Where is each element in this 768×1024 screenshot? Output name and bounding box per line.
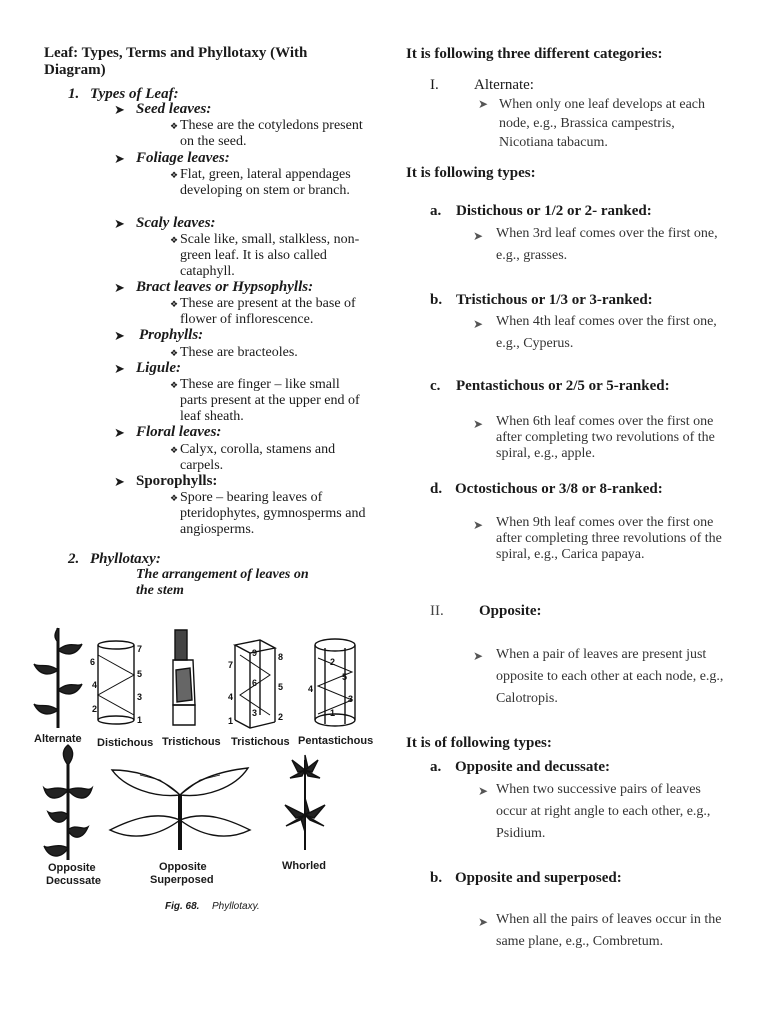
- arrow-bullet-icon: ➤: [114, 103, 125, 118]
- figure-label-distichous: Distichous: [97, 737, 154, 749]
- arrow-bullet-icon: ➤: [114, 475, 125, 490]
- leaf-type-label: Bract leaves or Hypsophylls:: [136, 279, 314, 295]
- arrow-bullet-icon: ➤: [478, 915, 489, 929]
- figure-number: 1: [330, 708, 336, 718]
- figure-number: 5: [137, 669, 143, 679]
- figure-number: 3: [348, 694, 354, 704]
- diamond-bullet-icon: ❖: [170, 494, 179, 504]
- arrow-bullet-icon: ➤: [473, 518, 484, 532]
- diamond-bullet-icon: ❖: [170, 300, 179, 310]
- type-d-letter: d.: [430, 481, 443, 497]
- figure-number: 2: [278, 712, 284, 722]
- figure-number: 7: [137, 644, 143, 654]
- section-1-title: Types of Leaf:: [90, 86, 179, 102]
- tristichous-desc: When 4th leaf comes over the first one, e.g., Cyperus.: [496, 314, 717, 351]
- octostichous-heading: Octostichous or 3/8 or 8-ranked:: [455, 481, 663, 497]
- figure-number: 7: [228, 660, 234, 670]
- figure-number: 6: [90, 657, 96, 667]
- section-2-desc-cont: the stem: [136, 583, 184, 598]
- figure-number: 4: [308, 684, 314, 694]
- leaf-type-desc: These are finger – like small parts present at the upper end of leaf sheath.: [180, 377, 360, 424]
- arrow-bullet-icon: ➤: [473, 417, 484, 431]
- roman-numeral-1: I.: [430, 77, 439, 93]
- leaf-type-desc: Calyx, corolla, stamens and carpels.: [180, 442, 336, 473]
- leaf-type-label: Seed leaves:: [136, 101, 212, 117]
- leaf-type-desc: These are the cotyledons present on the seed.: [180, 118, 363, 149]
- opposite-heading: Opposite:: [479, 603, 542, 619]
- figure-label-superposed: Superposed: [150, 874, 214, 886]
- opposite-desc: When a pair of leaves are present just opposite to each other at each node, e.g., Calotropis.: [496, 647, 724, 706]
- opposite-type-b-letter: b.: [430, 870, 443, 886]
- octostichous-desc: When 9th leaf comes over the first one after completing three revolutions of the spiral, e.g., Carica papaya.: [496, 515, 722, 562]
- arrow-bullet-icon: ➤: [114, 426, 125, 441]
- arrow-bullet-icon: ➤: [114, 217, 125, 232]
- section-2-title: Phyllotaxy:: [90, 551, 161, 567]
- figure-number: 6: [252, 678, 258, 688]
- figure-label-decussate: Decussate: [46, 875, 102, 887]
- roman-numeral-2: II.: [430, 603, 444, 619]
- types-heading: It is following types:: [406, 165, 536, 181]
- type-b-letter: b.: [430, 292, 443, 308]
- figure-title: Phyllotaxy.: [212, 901, 260, 912]
- figure-label-tristichous: Tristichous: [162, 736, 221, 748]
- leaf-type-label: Floral leaves:: [136, 424, 222, 440]
- figure-number: 3: [252, 708, 258, 718]
- diamond-bullet-icon: ❖: [170, 349, 179, 359]
- arrow-bullet-icon: ➤: [114, 152, 125, 167]
- superposed-heading: Opposite and superposed:: [455, 870, 622, 886]
- figure-label-pentastichous: Pentastichous: [298, 735, 374, 747]
- arrow-bullet-icon: ➤: [478, 784, 489, 798]
- figure-number-label: Fig. 68.: [165, 901, 200, 912]
- distichous-heading: Distichous or 1/2 or 2- ranked:: [456, 203, 652, 219]
- pentastichous-desc: When 6th leaf comes over the first one after completing two revolutions of the spiral, e.g., apple.: [496, 414, 715, 461]
- leaf-type-label: Sporophylls:: [136, 473, 218, 489]
- figure-number: 2: [330, 657, 336, 667]
- arrow-bullet-icon: ➤: [478, 97, 489, 111]
- leaf-type-label: Scaly leaves:: [136, 215, 216, 231]
- figure-label-alternate: Alternate: [34, 733, 82, 745]
- figure-label-tristichous-2: Tristichous: [231, 736, 290, 748]
- diamond-bullet-icon: ❖: [170, 171, 179, 181]
- figure-number: 4: [92, 680, 98, 690]
- arrow-bullet-icon: ➤: [114, 362, 125, 377]
- page-title-cont: Diagram): [44, 62, 106, 78]
- figure-number: 4: [228, 692, 234, 702]
- figure-number: 5: [342, 672, 348, 682]
- type-c-letter: c.: [430, 378, 441, 394]
- pentastichous-heading: Pentastichous or 2/5 or 5-ranked:: [456, 378, 670, 394]
- distichous-desc: When 3rd leaf comes over the first one, e.g., grasses.: [496, 226, 718, 263]
- type-a-letter: a.: [430, 203, 442, 219]
- arrow-bullet-icon: ➤: [473, 649, 484, 663]
- leaf-type-label: Ligule:: [136, 360, 181, 376]
- page-title: Leaf: Types, Terms and Phyllotaxy (With: [44, 45, 308, 61]
- figure-number: 1: [137, 715, 143, 725]
- leaf-type-desc: Flat, green, lateral appendages developing on stem or branch.: [180, 167, 351, 198]
- leaf-type-desc: Spore – bearing leaves of pteridophytes, gymnosperms and angiosperms.: [180, 490, 366, 537]
- decussate-heading: Opposite and decussate:: [455, 759, 611, 775]
- tristichous-heading: Tristichous or 1/3 or 3-ranked:: [456, 292, 653, 308]
- figure-number: 3: [137, 692, 143, 702]
- categories-intro: It is following three different categories:: [406, 46, 663, 62]
- figure-number: 5: [278, 682, 284, 692]
- opposite-types-heading: It is of following types:: [406, 735, 552, 751]
- diamond-bullet-icon: ❖: [170, 236, 179, 246]
- section-2-desc: The arrangement of leaves on: [136, 567, 309, 582]
- arrow-bullet-icon: ➤: [114, 329, 125, 344]
- arrow-bullet-icon: ➤: [473, 317, 484, 331]
- leaf-type-label: Foliage leaves:: [136, 150, 230, 166]
- figure-number: 1: [228, 716, 234, 726]
- diamond-bullet-icon: ❖: [170, 446, 179, 456]
- leaf-type-desc: These are bracteoles.: [180, 345, 298, 360]
- alternate-desc: When only one leaf develops at each node, e.g., Brassica campestris, Nicotiana tabacum.: [499, 97, 706, 150]
- figure-number: 9: [252, 648, 258, 658]
- diamond-bullet-icon: ❖: [170, 122, 179, 132]
- figure-number: 8: [278, 652, 284, 662]
- opposite-type-a-letter: a.: [430, 759, 442, 775]
- leaf-type-desc: These are present at the base of flower of inflorescence.: [180, 296, 356, 327]
- leaf-type-label: Prophylls:: [139, 327, 204, 343]
- diamond-bullet-icon: ❖: [170, 381, 179, 391]
- figure-label-whorled: Whorled: [282, 860, 326, 872]
- arrow-bullet-icon: ➤: [473, 229, 484, 243]
- superposed-desc: When all the pairs of leaves occur in the same plane, e.g., Combretum.: [496, 912, 722, 949]
- alternate-heading: Alternate:: [474, 77, 534, 93]
- leaf-type-desc: Scale like, small, stalkless, non- green leaf. It is also called cataphyll.: [180, 232, 360, 279]
- arrow-bullet-icon: ➤: [114, 281, 125, 296]
- figure-label-opposite: Opposite: [48, 862, 96, 874]
- section-2-number: 2.: [68, 551, 80, 567]
- section-1-number: 1.: [68, 86, 80, 102]
- figure-number: 2: [92, 704, 98, 714]
- decussate-desc: When two successive pairs of leaves occur at right angle to each other, e.g., Psidium.: [496, 782, 711, 841]
- figure-label-opposite-2: Opposite: [159, 861, 207, 873]
